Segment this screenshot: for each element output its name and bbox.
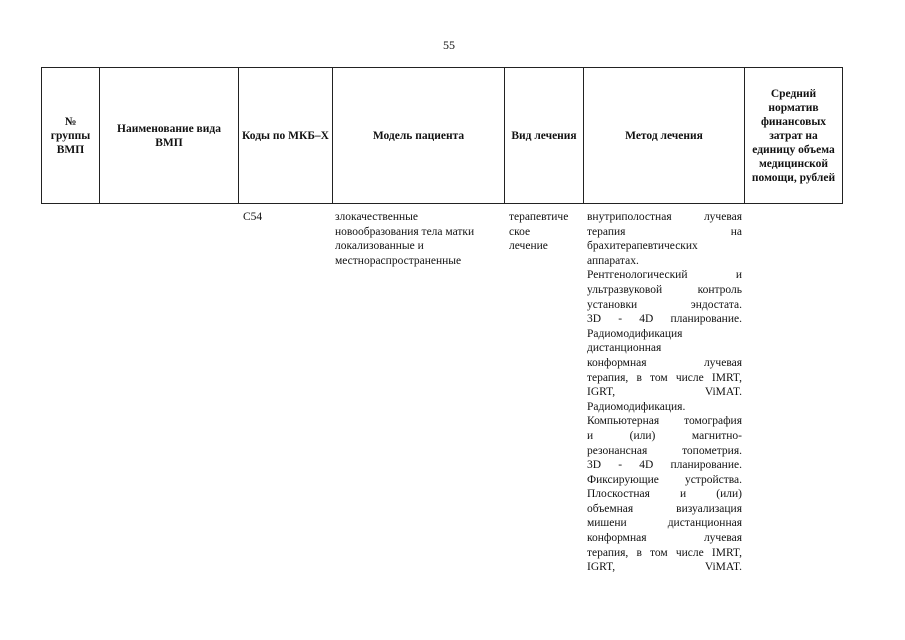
method-word: конформная	[587, 532, 647, 545]
method-line	[587, 371, 742, 386]
patient-model	[335, 210, 505, 268]
header-treatment-method: Метод лечения	[584, 68, 745, 203]
patient-model-line: новообразования тела матки	[335, 225, 475, 238]
method-line	[587, 283, 742, 298]
method-word: резонансная	[587, 444, 648, 457]
method-word: на	[730, 225, 742, 238]
method-word: -	[618, 313, 623, 326]
method-line	[587, 516, 742, 531]
method-line	[587, 400, 742, 415]
method-line	[587, 385, 742, 400]
method-line	[587, 531, 742, 546]
method-word: IGRT,	[587, 561, 616, 574]
method-line	[587, 312, 742, 327]
method-word: Плоскостная	[587, 488, 650, 501]
method-word: брахитерапевтических	[587, 240, 698, 253]
header-financial-norm: Средний норматив финансовых затрат на единицу объема медицинской помощи, рублей	[751, 87, 836, 184]
method-word: числе	[675, 371, 704, 384]
treatment-method	[587, 210, 742, 575]
method-word: IGRT,	[587, 386, 616, 399]
method-word: Рентгенологический	[587, 269, 688, 282]
method-word: том	[650, 371, 668, 384]
method-word: терапия	[587, 225, 626, 238]
patient-model-line: злокачественные	[335, 211, 418, 223]
method-word: мишени	[587, 517, 627, 530]
method-word: дистанционная	[587, 342, 662, 355]
header-icd-codes: Коды по МКБ–Х	[239, 68, 333, 203]
table-header	[41, 67, 843, 204]
method-word: терапия,	[587, 371, 629, 384]
method-word: планирование.	[670, 313, 742, 326]
method-word: и	[680, 488, 687, 501]
method-word: лучевая	[703, 211, 742, 223]
method-line	[587, 341, 742, 356]
method-line	[587, 239, 742, 254]
method-line	[587, 429, 742, 444]
method-line	[587, 546, 742, 561]
icd-code: C54	[243, 211, 263, 223]
method-word: -	[618, 459, 623, 472]
method-word: планирование.	[670, 459, 742, 472]
method-line	[587, 298, 742, 313]
method-word: лучевая	[703, 532, 742, 545]
treatment-type-line: лечение	[509, 240, 548, 253]
method-word: устройства.	[684, 473, 742, 486]
method-line	[587, 458, 742, 473]
method-word: (или)	[629, 429, 656, 442]
method-line	[587, 414, 742, 429]
method-word: 3D	[587, 459, 602, 472]
method-word: 3D	[587, 313, 602, 326]
method-word: объемная	[587, 502, 634, 515]
method-word: магнитно-	[691, 429, 742, 442]
header-treatment-type: Вид лечения	[505, 68, 584, 203]
method-word: Радиомодификация	[587, 327, 683, 340]
method-line	[587, 444, 742, 459]
method-word: внутриполостная	[587, 211, 672, 223]
method-word: ультразвуковой	[587, 283, 663, 296]
method-word: (или)	[716, 488, 742, 501]
patient-model-line: локализованные и	[335, 240, 424, 253]
method-word: и	[735, 269, 742, 282]
treatment-type-line: ское	[509, 225, 531, 238]
method-word: в	[636, 546, 642, 559]
method-word: установки	[587, 298, 638, 311]
method-word: в	[636, 371, 642, 384]
method-line	[587, 473, 742, 488]
method-word: контроль	[697, 283, 742, 296]
method-line	[587, 502, 742, 517]
treatment-type	[509, 210, 585, 254]
header-patient-model: Модель пациента	[333, 68, 505, 203]
method-word: IMRT,	[711, 546, 742, 559]
method-word: конформная	[587, 356, 647, 369]
patient-model-line: местнораспространенные	[335, 254, 462, 267]
method-line	[587, 210, 742, 225]
method-word: эндостата.	[690, 298, 742, 311]
method-word: ViMAT.	[704, 561, 742, 574]
method-line	[587, 268, 742, 283]
method-word: том	[650, 546, 668, 559]
method-word: аппаратах.	[587, 254, 639, 267]
method-line	[587, 560, 742, 575]
method-word: ViMAT.	[704, 386, 742, 399]
method-word: лучевая	[703, 356, 742, 369]
method-line	[587, 487, 742, 502]
method-line	[587, 254, 742, 269]
method-word: 4D	[639, 313, 654, 326]
method-word: топометрия.	[682, 444, 742, 457]
method-word: Фиксирующие	[587, 473, 659, 486]
header-vmp-name: Наименование вида ВМП	[100, 68, 239, 203]
method-word: и	[587, 429, 594, 442]
method-word: дистанционная	[667, 517, 742, 530]
method-word: терапия,	[587, 546, 629, 559]
header-group-number: № группы ВМП	[42, 68, 100, 203]
method-line	[587, 327, 742, 342]
method-line	[587, 356, 742, 371]
method-word: Компьютерная	[587, 415, 660, 428]
method-word: 4D	[639, 459, 654, 472]
page-number: 55	[443, 38, 455, 52]
method-line	[587, 225, 742, 240]
method-word: IMRT,	[711, 371, 742, 384]
method-word: числе	[675, 546, 704, 559]
method-word: Радиомодификация.	[587, 400, 686, 413]
method-word: визуализация	[676, 502, 742, 515]
method-word: томография	[684, 415, 742, 428]
treatment-type-line: терапевтиче	[509, 211, 569, 223]
